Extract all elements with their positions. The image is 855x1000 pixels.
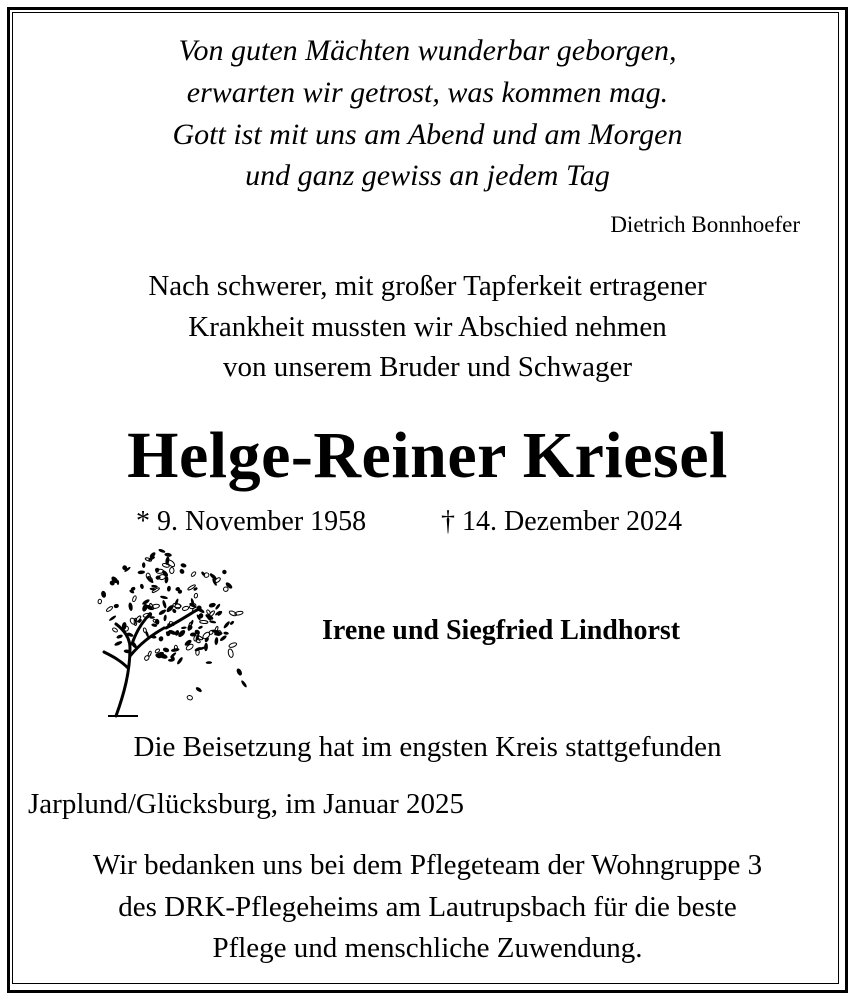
- burial-note: Die Beisetzung hat im engsten Kreis stattgefunden: [133, 731, 722, 763]
- deceased-name: Helge-Reiner Kriesel: [127, 419, 728, 492]
- death-date: † 14. Dezember 2024: [441, 506, 683, 537]
- tree-leaf: [227, 648, 233, 657]
- tree-leaf: [182, 606, 189, 612]
- tree-leaf: [162, 647, 169, 653]
- place-date: Jarplund/Glücksburg, im Januar 2025: [28, 788, 465, 820]
- tree-leaf: [228, 642, 237, 648]
- family-names: Irene und Siegfried Lindhorst: [322, 615, 681, 646]
- tree-icon: [78, 544, 250, 720]
- tree-leaf: [209, 620, 216, 624]
- tree-leaf: [181, 626, 187, 629]
- tree-leaf: [164, 552, 172, 557]
- tree-leaf: [142, 562, 146, 568]
- tree-leaf: [204, 643, 208, 652]
- tree-leaf: [132, 595, 137, 602]
- tree-leaf: [154, 567, 160, 573]
- inner-border: [12, 12, 839, 984]
- tree-leaf: [190, 571, 196, 577]
- tree-leaf: [240, 680, 247, 689]
- tree-leaf: [158, 548, 166, 553]
- tree-leaf: [194, 646, 202, 652]
- intro-line-2: Krankheit mussten wir Abschied nehmen: [188, 311, 667, 343]
- tree-leaf: [137, 570, 145, 574]
- tree-leaf: [229, 610, 238, 617]
- tree-leaf: [167, 586, 172, 592]
- tree-leaf: [223, 631, 229, 635]
- tree-leaf: [179, 568, 186, 575]
- tree-leaf: [174, 598, 179, 606]
- tree-leaf: [143, 628, 147, 634]
- intro-line-1: Nach schwerer, mit großer Tapferkeit ertragener: [148, 270, 707, 302]
- tree-leaf: [180, 563, 187, 568]
- tree-leaf: [225, 581, 234, 589]
- tree-leaf: [200, 620, 208, 624]
- tree-leaf: [198, 625, 203, 629]
- tree-leaf: [116, 634, 123, 640]
- tree-leaf: [214, 637, 218, 645]
- poem-author: Dietrich Bonnhoefer: [610, 212, 800, 237]
- tree-leaf: [163, 614, 167, 621]
- tree-leaf: [195, 686, 203, 693]
- thanks-line-2: des DRK-Pflegeheims am Lautrupsbach für die beste: [118, 891, 737, 923]
- tree-leaf: [139, 583, 144, 589]
- tree-leaf: [98, 599, 102, 604]
- poem-line-4: und ganz gewiss an jedem Tag: [245, 159, 610, 192]
- poem-line-3: Gott ist mit uns am Abend und am Morgen: [172, 118, 683, 151]
- tree-leaf: [128, 602, 133, 611]
- tree-leaf: [106, 606, 114, 613]
- tree-leaf: [162, 600, 168, 609]
- intro-line-3: von unserem Bruder und Schwager: [222, 351, 633, 383]
- poem-line-1: Von guten Mächten wunderbar geborgen,: [178, 34, 677, 67]
- tree-leaf: [223, 620, 231, 629]
- tree-leaf: [100, 590, 106, 598]
- tree-leaf: [229, 620, 234, 625]
- tree-leaf: [236, 668, 244, 677]
- tree-leaf: [206, 661, 212, 664]
- tree-leaf: [112, 627, 118, 633]
- tree-leaf: [158, 636, 164, 643]
- birth-date: * 9. November 1958: [136, 506, 367, 537]
- tree-leaf: [194, 593, 198, 598]
- tree-leaf: [208, 602, 216, 608]
- tree-leaf: [187, 695, 193, 701]
- tree-leaf: [114, 640, 123, 647]
- tree-leaf: [108, 615, 116, 622]
- tree-leaf: [219, 634, 227, 642]
- thanks-line-1: Wir bedanken uns bei dem Pflegeteam der Wohngruppe 3: [92, 849, 763, 881]
- tree-leaf: [202, 631, 211, 640]
- thanks-line-3: Pflege und menschliche Zuwendung.: [212, 932, 643, 964]
- tree-leaf: [176, 656, 184, 665]
- tree-leaf: [113, 603, 119, 608]
- tree-leaf: [204, 637, 210, 643]
- tree-leaf: [170, 568, 174, 574]
- tree-leaf: [222, 569, 227, 574]
- poem-line-2: erwarten wir getrost, was kommen mag.: [186, 76, 669, 109]
- tree-leaf: [223, 587, 228, 592]
- tree-leaf: [160, 595, 168, 600]
